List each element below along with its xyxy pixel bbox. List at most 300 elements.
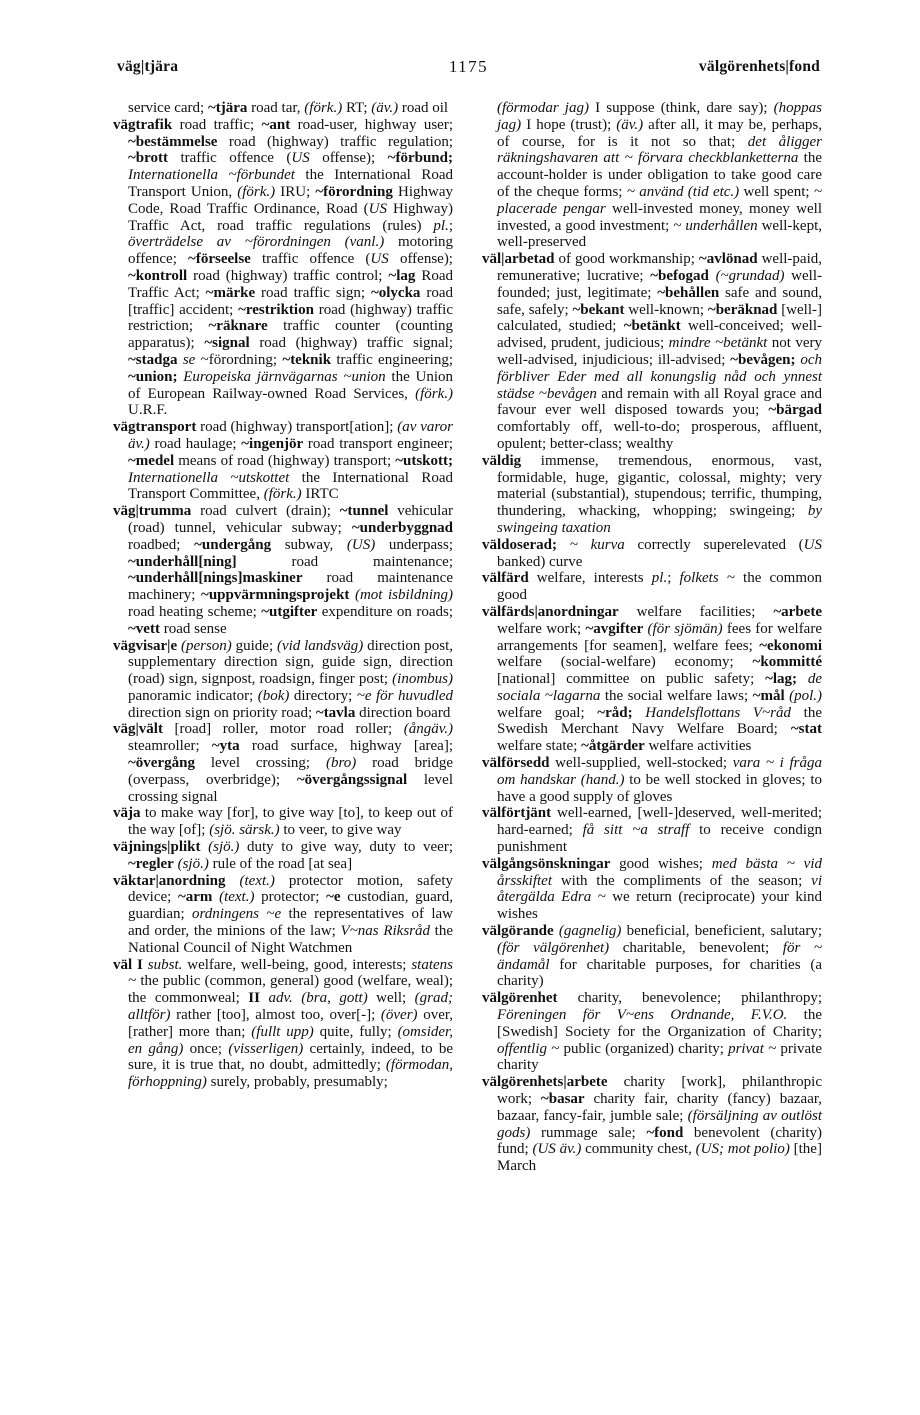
sub-headword: ~betänkt xyxy=(623,318,681,335)
entry-text: and remain with all Royal grace and favour ever well disposed towards you; xyxy=(497,385,822,419)
dictionary-entry xyxy=(482,251,822,453)
entry-text: road tar, xyxy=(247,100,305,116)
entry-text: the common good xyxy=(497,570,823,604)
entry-text: panoramic indicator; xyxy=(128,687,258,704)
entry-text: well-invested money, money well invested, a good investment; xyxy=(497,200,822,234)
sub-headword: ~ekonomi xyxy=(759,637,822,654)
entry-text: vehicular (road) tunnel, vehicular subway; xyxy=(128,503,454,536)
italic-text: (US) xyxy=(346,536,376,553)
entry-text: beneficial, beneficient, salutary; xyxy=(621,923,822,940)
entry-text: direction board xyxy=(355,704,451,721)
entry-text xyxy=(557,537,570,553)
sub-headword: ~restriktion xyxy=(238,301,314,318)
entry-text: ; xyxy=(667,570,680,587)
entry-text: road heating scheme; xyxy=(128,603,262,620)
sub-headword: ~fond xyxy=(646,1124,684,1141)
headword: välgörenhets|arbete xyxy=(482,1074,608,1091)
headword: väldoserad; xyxy=(482,536,557,553)
entry-text: comfortably off, well-to-do; prosperous, affluent, opulent; better-class; wealthy xyxy=(497,419,822,452)
entry-text: charity, benevolence; philanthropy; xyxy=(557,990,822,1007)
italic-text: (text.) xyxy=(239,872,275,889)
italic-text: (omsider, en gång) xyxy=(128,1023,453,1057)
entry-text: road haulage; xyxy=(149,435,242,452)
dictionary-entry xyxy=(482,1074,822,1175)
sub-headword: ~kommitté xyxy=(752,654,822,671)
entry-text: welfare, well-being, good, interests; xyxy=(182,956,412,973)
dictionary-entry xyxy=(113,419,453,503)
entry-text: welfare state; xyxy=(497,738,582,755)
header-left-guideword: väg|tjära xyxy=(117,58,179,75)
italic-text: pl. xyxy=(651,570,668,587)
headword: vägvisar|e xyxy=(113,637,178,654)
italic-text: (bok) xyxy=(257,687,290,704)
entry-text: road (highway) traffic control; xyxy=(187,267,389,284)
dictionary-entry xyxy=(482,755,822,805)
sub-headword: ~underbyggnad xyxy=(351,519,453,536)
italic-text: pl. xyxy=(433,217,449,234)
entry-text: charity fair, charity (fancy) bazaar, bazaar, fancy-fair, jumble sale; xyxy=(497,1091,822,1124)
italic-text: (bro) xyxy=(325,755,357,772)
entry-text: road (highway) traffic regulation; xyxy=(217,133,453,150)
italic-text: (äv.) xyxy=(371,100,399,116)
entry-text: the account-holder is under obligation to take good care of the cheque forms; xyxy=(497,150,822,200)
entry-text xyxy=(709,268,716,284)
entry-text: rule of the road [at sea] xyxy=(208,855,353,872)
left-column xyxy=(113,100,453,1091)
italic-text: för ~ ändamål xyxy=(497,939,822,973)
entry-text: public (organized) charity; xyxy=(559,1040,729,1057)
italic-text: (pol.) xyxy=(789,687,823,704)
entry-text: the Union of European Railway-owned Road Services, xyxy=(128,368,454,402)
entry-text: we return (reciprocate) your kind wishes xyxy=(497,889,823,923)
entry-text: surely, probably, presumably; xyxy=(206,1074,388,1091)
italic-text: det åligger räkningshavaren att ~ förvara checkblanketterna xyxy=(497,133,823,167)
sub-headword: ~tunnel xyxy=(339,503,389,520)
sub-headword: ~utgifter xyxy=(261,603,318,620)
italic-text: (av varor äv.) xyxy=(128,419,453,452)
italic-text: (för sjömän) xyxy=(647,620,723,637)
entry-text: to receive condign punishment xyxy=(497,822,822,856)
sub-headword: ~tjära xyxy=(207,100,248,116)
italic-text: (text.) xyxy=(219,889,255,906)
page-number: 1175 xyxy=(448,57,489,76)
entry-text: welfare (social-welfare) economy; xyxy=(497,654,753,671)
sub-headword: II xyxy=(248,990,260,1007)
entry-text: the public (common, general) good (welfare, weal); the commonweal; xyxy=(128,973,453,1007)
headword: vägtrafik xyxy=(113,116,173,133)
entry-text: with the compliments of the season; xyxy=(552,872,812,889)
entry-text: certainly, indeed, to be sure, it is true that, no doubt, admittedly; xyxy=(128,1040,454,1074)
entry-text: good wishes; xyxy=(610,855,712,872)
entry-text: well-known; xyxy=(624,301,708,318)
sub-headword: ~uppvärmningsprojekt xyxy=(201,587,350,604)
entry-text: traffic engineering; xyxy=(331,351,454,368)
entry-text: well-conceived; well-advised, prudent, judicious; xyxy=(497,318,822,352)
dictionary-entry xyxy=(113,805,453,839)
italic-text: US xyxy=(370,251,389,268)
italic-text: överträdelse av ~förordningen (vanl.) xyxy=(128,234,385,251)
italic-text: statens ~ xyxy=(128,956,454,990)
italic-text: ~ använd (tid etc.) xyxy=(626,183,740,200)
dictionary-entry xyxy=(482,856,822,923)
entry-text: expenditure on roads; xyxy=(317,603,454,620)
sub-headword: ~teknik xyxy=(282,351,332,368)
entry-text: road (highway) transport[ation]; xyxy=(196,419,398,436)
entry-text xyxy=(226,873,240,889)
sub-headword: ~befogad xyxy=(650,267,709,284)
italic-text: (grad; alltför) xyxy=(128,990,453,1024)
sub-headword: ~yta xyxy=(211,738,240,755)
italic-text: (fullt upp) xyxy=(251,1023,314,1040)
dictionary-entry xyxy=(113,503,453,637)
italic-text: få sitt ~a straff xyxy=(582,822,690,839)
italic-text: ~e för huvudled xyxy=(356,687,454,704)
sub-headword: ~lag; xyxy=(765,671,798,688)
entry-text: to be well stocked in gloves; to have a good supply of gloves xyxy=(497,771,822,805)
headword: välfärds|anordningar xyxy=(482,603,619,620)
entry-text: of good workmanship; xyxy=(554,251,699,268)
sub-headword: ~arbete xyxy=(773,603,822,620)
entry-text: directory; xyxy=(289,687,357,704)
headword: väl I xyxy=(113,956,143,973)
entry-text: well; xyxy=(367,990,415,1007)
sub-headword: ~stat xyxy=(790,721,822,738)
italic-text: med bästa ~ vid årsskiftet xyxy=(497,855,823,889)
italic-text: (förk.) xyxy=(237,183,276,200)
entry-text: to veer, to give way xyxy=(279,822,402,839)
headword: välgörande xyxy=(482,923,554,940)
entry-text: Highway Code, Road Traffic Ordinance, Road ( xyxy=(128,183,453,217)
entry-text: private charity xyxy=(497,1040,822,1074)
sub-headword: ~bekant xyxy=(572,301,625,318)
italic-text: US xyxy=(291,150,310,167)
headword: välförtjänt xyxy=(482,805,552,822)
entry-text: the International Road Transport Union, xyxy=(128,167,453,200)
entry-text: service card; xyxy=(128,100,208,116)
sub-headword: ~avlönad xyxy=(698,251,758,268)
entry-text: road bridge (overpass, overbridge); xyxy=(128,755,453,788)
dictionary-entry xyxy=(113,721,453,805)
entry-text: welfare activities xyxy=(644,738,752,755)
entry-text: road (highway) traffic restriction; xyxy=(128,301,453,335)
italic-text: (äv.) xyxy=(616,116,644,133)
entry-text: welfare facilities; xyxy=(618,603,774,620)
sub-headword: ~e xyxy=(326,889,341,906)
entry-text: road-user, highway user; xyxy=(290,116,454,133)
dictionary-entry xyxy=(113,873,453,957)
sub-headword: ~behållen xyxy=(657,284,720,301)
entry-text: road (highway) traffic signal; xyxy=(249,335,453,352)
italic-text: adv. xyxy=(268,990,293,1007)
italic-text: US xyxy=(803,536,823,553)
sub-headword: ~lag xyxy=(388,267,416,284)
sub-headword: ~räknare xyxy=(208,318,268,335)
italic-text: subst. xyxy=(147,956,183,973)
italic-text: V~nas Riksråd xyxy=(340,923,430,940)
italic-text: (US äv.) xyxy=(532,1141,582,1158)
sub-headword: ~råd; xyxy=(597,704,633,721)
entry-text: correctly superelevated ( xyxy=(624,536,804,553)
entry-text: [well-] calculated, studied; xyxy=(497,301,822,335)
headword: välfärd xyxy=(482,570,529,587)
sub-headword: ~åtgärder xyxy=(581,738,645,755)
entry-text: well-kept, well-preserved xyxy=(497,217,822,251)
sub-headword: ~underhåll[ning] xyxy=(128,553,237,570)
entry-text: quite, fully; xyxy=(313,1023,398,1040)
italic-text: (gagnelig) xyxy=(558,923,622,940)
entry-text: ~förordning; xyxy=(195,351,283,368)
italic-text: de sociala ~lagarna xyxy=(497,671,822,704)
entry-text: traffic offence ( xyxy=(250,251,371,268)
entry-text: fees for welfare arrangements [for seamen], welfare fees; xyxy=(497,620,822,654)
entry-text: road surface, highway [area]; xyxy=(239,738,453,755)
italic-text: (över) xyxy=(380,1007,418,1024)
italic-text: (förk.) xyxy=(304,100,343,116)
entry-text: level crossing signal xyxy=(128,771,453,805)
italic-text: (~grundad) xyxy=(715,267,785,284)
italic-text: (inombus) xyxy=(392,671,453,688)
entry-text: protector; xyxy=(254,889,327,906)
sub-headword: ~förordning xyxy=(315,183,393,200)
entry-text: direction post, supplementary direction sign, guide sign, direction (road) sign, signpost, roadsign, finger post; xyxy=(128,637,453,688)
page-header xyxy=(117,58,820,84)
sub-headword: ~kontroll xyxy=(128,267,188,284)
dictionary-entry xyxy=(482,990,822,1074)
italic-text: US xyxy=(368,200,387,217)
headword: väldig xyxy=(482,452,522,469)
italic-text: offentlig ~ xyxy=(497,1040,560,1057)
italic-text: Handelsflottans V~råd xyxy=(645,704,792,721)
sub-headword: ~ingenjör xyxy=(241,435,304,452)
italic-text: ordningens ~e xyxy=(192,906,282,923)
dictionary-entry xyxy=(113,638,453,722)
entry-text: road oil xyxy=(398,100,449,116)
entry-text: rather [too], almost too, over[-]; xyxy=(170,1007,381,1024)
entry-text: well spent; xyxy=(739,183,814,200)
italic-text: Europeiska järnvägarnas ~union xyxy=(183,368,386,385)
entry-text: roadbed; xyxy=(128,536,195,553)
dictionary-entry xyxy=(482,923,822,990)
entry-text: the Swedish Merchant Navy Welfare Board; xyxy=(497,704,822,738)
headword: väktar|anordning xyxy=(113,872,226,889)
entry-text: traffic offence ( xyxy=(168,150,292,167)
sub-headword: ~stadga xyxy=(128,351,178,368)
entry-text: U.R.F. xyxy=(128,402,168,419)
entry-text: steamroller; xyxy=(128,738,212,755)
entry-text: road maintenance; xyxy=(236,553,453,570)
entry-text xyxy=(797,671,808,687)
entry-text: community chest, xyxy=(581,1141,696,1158)
sub-headword: ~union; xyxy=(128,368,178,385)
italic-text: (vid landsväg) xyxy=(276,637,364,654)
italic-text: by swingeing taxation xyxy=(497,503,822,536)
entry-text: road traffic; xyxy=(172,116,262,133)
entry-text xyxy=(201,839,209,855)
entry-text: to make way [for], to give way [to], to keep out of the way [of]; xyxy=(128,805,453,839)
headword: välgörenhet xyxy=(482,990,558,1007)
italic-text: (förmodan, förhoppning) xyxy=(128,1057,453,1091)
italic-text: Internationella ~förbundet xyxy=(128,167,295,184)
entry-text: Road Traffic Act; xyxy=(128,267,453,301)
entry-text: banked) curve xyxy=(497,553,583,570)
dictionary-entry xyxy=(113,957,453,1091)
italic-text: (förk.) xyxy=(263,486,302,503)
italic-text: folkets ~ xyxy=(679,570,735,587)
sub-headword: ~brott xyxy=(128,150,169,167)
entry-text: over, [rather] more than; xyxy=(128,1007,453,1040)
sub-headword: ~bevågen; xyxy=(730,351,796,368)
entry-text: not very well-advised, injudicious; ill-advised; xyxy=(497,335,822,368)
italic-text: (sjö.) xyxy=(208,839,240,856)
italic-text: mindre ~betänkt xyxy=(668,335,768,352)
sub-headword: ~mål xyxy=(752,687,785,704)
dictionary-entry xyxy=(482,453,822,537)
entry-text: once; xyxy=(183,1040,229,1057)
entry-text: road sense xyxy=(159,620,227,637)
sub-headword: ~förbund; xyxy=(387,150,453,167)
entry-text: road transport engineer; xyxy=(303,435,453,452)
entry-text: the International Road Transport Committee, xyxy=(128,469,453,503)
sub-headword: ~basar xyxy=(540,1091,585,1108)
sub-headword: ~bärgad xyxy=(768,402,822,419)
italic-text: (visserligen) xyxy=(228,1040,304,1057)
sub-headword: ~vett xyxy=(128,620,160,637)
italic-text: (sjö.) xyxy=(177,855,209,872)
entry-text: offense); xyxy=(388,251,453,268)
entry-continuation xyxy=(482,100,822,251)
entry-text xyxy=(293,990,302,1006)
entry-text: offense); xyxy=(309,150,388,167)
italic-text: vara ~ i fråga om handskar (hand.) xyxy=(497,755,822,788)
entry-text: guide; xyxy=(231,637,277,654)
italic-text: (mot isbildning) xyxy=(354,587,453,604)
dictionary-entry xyxy=(482,537,822,571)
headword: vägtransport xyxy=(113,419,197,436)
entry-text: ; xyxy=(448,217,453,234)
entry-text: road culvert (drain); xyxy=(191,503,340,520)
entry-text: road [traffic] accident; xyxy=(128,284,453,318)
italic-text: (försäljning av outlöst gods) xyxy=(497,1107,822,1141)
entry-text: motoring offence; xyxy=(128,234,453,268)
entry-text: traffic counter (counting apparatus); xyxy=(128,318,453,352)
italic-text: se xyxy=(182,351,196,368)
sub-headword: ~beräknad xyxy=(707,301,778,318)
sub-headword: ~övergångssignal xyxy=(296,771,408,788)
italic-text: privat ~ xyxy=(728,1040,777,1057)
entry-text: [national] committee on public safety; xyxy=(497,671,766,688)
entry-text: RT; xyxy=(342,100,372,116)
entry-text: welfare, interests xyxy=(528,570,652,587)
sub-headword: ~tavla xyxy=(315,704,356,721)
sub-headword: ~ant xyxy=(261,116,291,133)
entry-text: Highway) Traffic Act, road traffic regulations (rules) xyxy=(128,200,453,234)
entry-text: IRTC xyxy=(301,486,339,503)
headword: väjnings|plikt xyxy=(113,839,201,856)
entry-text: the representatives of law and order, the minions of the law; xyxy=(128,906,454,940)
entry-text: well-paid, remunerative; lucrative; xyxy=(497,251,822,284)
entry-text: protector motion, safety device; xyxy=(128,872,454,906)
headword: väja xyxy=(113,805,141,822)
entry-text: road traffic sign; xyxy=(255,284,371,301)
entry-text: charitable, benevolent; xyxy=(609,939,783,956)
sub-headword: ~regler xyxy=(128,855,174,872)
italic-text: (förk.) xyxy=(415,385,453,402)
dictionary-entry xyxy=(482,570,822,604)
entry-text: well-supplied, well-stocked; xyxy=(549,755,733,772)
entry-text: means of road (highway) transport; xyxy=(174,452,396,469)
entry-text: underpass; xyxy=(375,536,454,553)
italic-text: ~ placerade pengar xyxy=(497,183,822,217)
italic-text: Föreningen för V~ens Ordnande, F.V.O. xyxy=(497,1007,788,1024)
entry-text: benevolent (charity) fund; xyxy=(497,1124,822,1158)
entry-text: [the] March xyxy=(497,1141,822,1175)
dictionary-entry xyxy=(113,117,453,419)
entry-text: the [Swedish] Society for the Organization of Charity; xyxy=(497,1007,823,1040)
entry-text: the National Council of Night Watchmen xyxy=(128,923,454,956)
italic-text: Internationella ~utskottet xyxy=(128,469,290,486)
italic-text: ~ kurva xyxy=(569,536,625,553)
entry-text: custodian, guard, guardian; xyxy=(128,889,454,923)
italic-text: ~ underhållen xyxy=(673,217,758,234)
sub-headword: ~avgifter xyxy=(585,620,644,637)
sub-headword: ~övergång xyxy=(128,755,195,772)
entry-text: rummage sale; xyxy=(530,1124,647,1141)
headword: väl|arbetad xyxy=(482,251,555,268)
sub-headword: ~olycka xyxy=(370,284,421,301)
entry-text: safe and sound, safe, safely; xyxy=(497,284,822,318)
sub-headword: ~signal xyxy=(204,335,250,352)
entry-text: immense, tremendous, enormous, vast, formidable, huge, gigantic, colossal, mighty; very material (substantial), stupendous; terrific, thumping, thundering, whacking, whopping; swingeing; xyxy=(497,452,822,520)
italic-text: vi återgälda Edra ~ xyxy=(497,872,822,906)
entry-text xyxy=(633,705,646,721)
italic-text: (förmodar jag) xyxy=(497,100,589,116)
entry-text: welfare work; xyxy=(497,620,586,637)
italic-text: (sjö. särsk.) xyxy=(209,822,280,839)
right-column xyxy=(482,100,822,1175)
sub-headword: ~medel xyxy=(128,452,175,469)
entry-text: after all, it may be, perhaps, of course, for is it not so that; xyxy=(497,116,822,150)
entry-continuation xyxy=(113,100,453,117)
sub-headword: ~förseelse xyxy=(188,251,251,268)
entry-text: welfare goal; xyxy=(497,704,598,721)
sub-headword: ~märke xyxy=(205,284,256,301)
entry-text: charity [work], philanthropic work; xyxy=(497,1074,822,1108)
entry-text: subway, xyxy=(271,536,347,553)
header-right-guideword: välgörenhets|fond xyxy=(698,58,820,75)
italic-text: (bra, gott) xyxy=(301,990,368,1007)
headword: välgångsönskningar xyxy=(482,855,611,872)
sub-headword: ~bestämmelse xyxy=(128,133,218,150)
entry-text: [road] roller, motor road roller; xyxy=(162,721,404,738)
entry-text: well-earned, [well-]deserved, well-merited; hard-earned; xyxy=(497,805,822,839)
headword: väg|vält xyxy=(113,721,163,738)
entry-text: IRU; xyxy=(275,183,316,200)
entry-text: I suppose (think, dare say); xyxy=(588,100,774,116)
italic-text: (hoppas jag) xyxy=(497,100,822,133)
entry-text: level crossing; xyxy=(194,755,326,772)
dictionary-entry xyxy=(482,805,822,855)
sub-headword: ~arm xyxy=(177,889,213,906)
sub-headword: ~undergång xyxy=(194,536,272,553)
entry-text: the social welfare laws; xyxy=(600,687,753,704)
entry-text: for charitable purposes, for charities (a charity) xyxy=(497,956,822,990)
entry-text: I hope (trust); xyxy=(521,116,617,133)
italic-text: (ångäv.) xyxy=(403,721,453,738)
headword: välförsedd xyxy=(482,755,550,772)
sub-headword: ~underhåll[nings]maskiner xyxy=(128,570,303,587)
italic-text: (person) xyxy=(180,637,232,654)
entry-text: direction sign on priority road; xyxy=(128,704,316,721)
